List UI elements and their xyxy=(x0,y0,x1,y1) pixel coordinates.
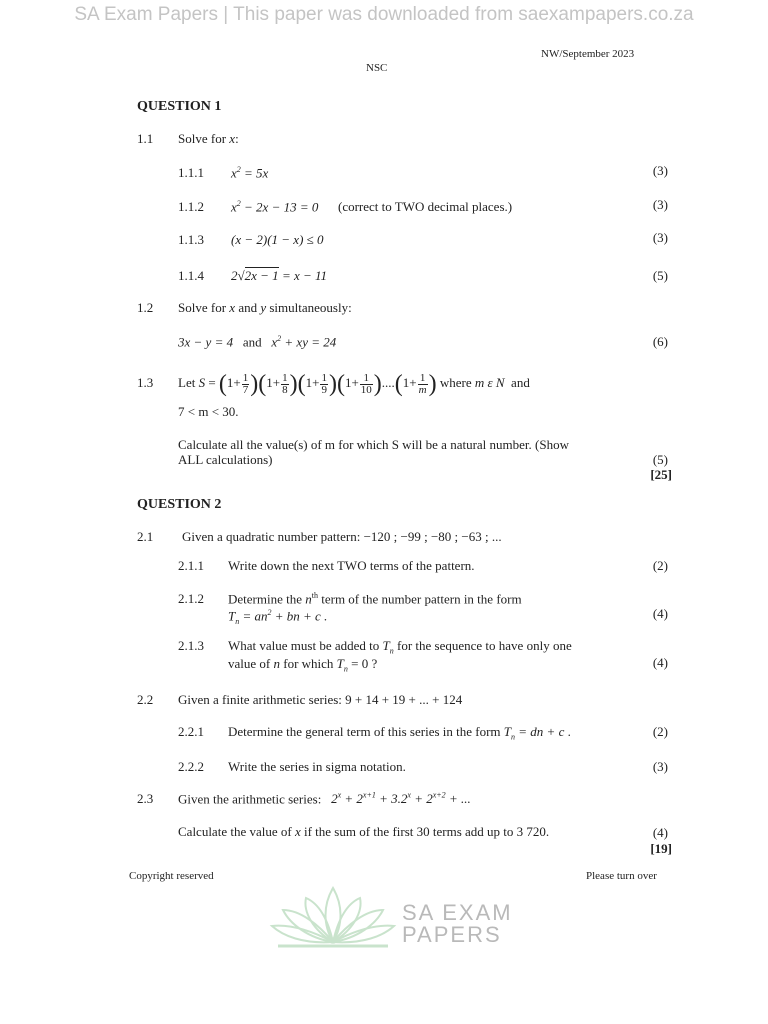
item-text-plain: Solve for xyxy=(178,131,230,146)
item-text xyxy=(228,638,572,656)
item-number: 1.1.4 xyxy=(178,268,204,283)
marks: (5) xyxy=(652,452,668,467)
fraction: $\frac{1}{8}$ xyxy=(282,371,288,396)
footer-turn-over: Please turn over xyxy=(586,870,657,882)
question-total: [25] xyxy=(650,467,672,482)
item-text-plain: Determine the xyxy=(228,591,306,607)
item-number: 2.2 xyxy=(137,692,154,707)
item-text: Determine the $n^{th}$ term of the number pattern in the form xyxy=(228,591,522,607)
variable-s: S xyxy=(198,375,206,390)
item-text-plain: simultaneously: xyxy=(266,300,352,315)
marks: (3) xyxy=(652,163,668,178)
watermark-line-2: PAPERS xyxy=(402,922,502,947)
fraction: $\frac{1}{10}$ xyxy=(360,371,372,396)
watermark-line-1: SA EXAM xyxy=(402,900,513,925)
item-number: 1.1 xyxy=(137,131,154,146)
item-text: ALL calculations) xyxy=(178,452,273,467)
marks: (3) xyxy=(652,759,668,774)
item-number: 1.2 xyxy=(137,300,154,315)
item-text xyxy=(228,724,571,742)
connector: and xyxy=(242,334,262,350)
item-text-math: x xyxy=(229,131,236,146)
fraction: $\frac{1}{7}$ xyxy=(242,371,249,396)
equation: 3x − y = 4 and $x^2$ + xy = 24 xyxy=(178,334,337,350)
item-text-plain: = 0 ? xyxy=(347,656,378,671)
item-text-math: x xyxy=(229,300,236,315)
item-number: 1.3 xyxy=(137,375,154,390)
marks: (2) xyxy=(652,558,668,573)
paren: ( xyxy=(218,371,227,398)
item-text-plain: term of the number pattern in the form xyxy=(317,591,522,607)
footer-copyright: Copyright reserved xyxy=(129,870,214,882)
paren: ( xyxy=(258,371,267,398)
item-text-plain: and xyxy=(235,300,261,315)
marks: (4) xyxy=(652,606,668,621)
equation: $x^2 - 2x - 13 = 0$ xyxy=(231,199,319,215)
marks: (3) xyxy=(652,197,668,212)
item-text: Write the series in sigma notation. xyxy=(228,759,406,774)
item-text-plain: if the sum of the first 30 terms add up to 3 720. xyxy=(300,824,550,839)
item-number: 2.1.1 xyxy=(178,558,204,573)
item-number: 2.3 xyxy=(137,791,154,806)
marks: (2) xyxy=(652,724,668,739)
constraint: 7 < m < 30. xyxy=(178,404,239,419)
item-number: 1.1.2 xyxy=(178,199,204,214)
item-text-plain: . xyxy=(564,724,571,739)
item-text: Calculate all the value(s) of m for which S will be a natural number. (Show xyxy=(178,437,569,452)
item-number: 2.2.1 xyxy=(178,724,204,739)
header-date: NW/September 2023 xyxy=(541,48,635,60)
item-number: 2.2.2 xyxy=(178,759,204,774)
item-number: 2.1.3 xyxy=(178,638,204,653)
item-text xyxy=(228,656,377,674)
item-text-math: $T_n$ = dn + c xyxy=(503,724,565,742)
equation: (x − 2)(1 − x) ≤ 0 xyxy=(231,232,324,247)
item-text-plain: value of xyxy=(228,656,274,671)
item-text xyxy=(178,824,549,840)
header-nsc: NSC xyxy=(366,62,388,74)
item-text-math: $T_n$ xyxy=(336,656,348,674)
item-text-plain: for which xyxy=(279,656,337,671)
marks: (4) xyxy=(652,825,668,840)
paren: ) xyxy=(373,371,382,398)
item-text xyxy=(178,791,471,807)
fraction: $\frac{1}{m}$ xyxy=(418,371,427,396)
item-text-math: $2^x + 2^{x+1} + 3.2^x + 2^{x+2}$ + ... xyxy=(331,791,471,807)
item-text xyxy=(178,300,352,316)
paren: ( xyxy=(336,371,345,398)
item-text-plain: : xyxy=(235,131,239,146)
item-text-plain: Determine the general term of this series in the form xyxy=(228,724,504,739)
paren: ( xyxy=(297,371,306,398)
item-text-plain: What value must be added to xyxy=(228,638,383,653)
item-number: 1.1.3 xyxy=(178,232,204,247)
fraction: $\frac{1}{9}$ xyxy=(321,371,327,396)
question-2-heading: QUESTION 2 xyxy=(137,497,222,512)
item-text-math: n xyxy=(273,656,280,671)
item-text: Write down the next TWO terms of the pattern. xyxy=(228,558,475,573)
lotus-logo-icon xyxy=(268,880,398,952)
item-text-math: n xyxy=(305,591,312,607)
question-1-heading: QUESTION 1 xyxy=(137,99,222,114)
marks: (5) xyxy=(652,268,668,283)
radicand: 2x − 1 xyxy=(244,268,279,283)
item-number: 2.1 xyxy=(137,529,154,544)
paren: ) xyxy=(428,371,437,398)
marks: (6) xyxy=(652,334,668,349)
marks: (3) xyxy=(652,230,668,245)
equation: $T_n = an^2$ + bn + c . xyxy=(228,608,328,626)
question-total: [19] xyxy=(650,841,672,856)
paren: ) xyxy=(250,371,259,398)
item-text-math: x xyxy=(294,824,301,839)
paren: ) xyxy=(289,371,298,398)
item-number: 2.1.2 xyxy=(178,591,204,606)
set-notation: m ε N xyxy=(474,375,505,390)
item-text-plain: Calculate the value of xyxy=(178,824,295,839)
paren: ) xyxy=(328,371,337,398)
item-text-plain: for the sequence to have only one xyxy=(393,638,572,653)
equation: $x^2 = 5x$ xyxy=(231,165,269,181)
item-text xyxy=(178,131,239,147)
paren: ( xyxy=(394,371,403,398)
item-text-plain: Solve for xyxy=(178,300,230,315)
item-text: Given a quadratic number pattern: −120 ; −99 ; −80 ; −63 ; ... xyxy=(182,529,502,544)
marks: (4) xyxy=(652,655,668,670)
download-banner: SA Exam Papers | This paper was downloaded from saexampapers.co.za xyxy=(74,4,694,25)
equation: 2√2x − 1 = x − 11 xyxy=(231,268,328,283)
item-text-plain: Given the arithmetic series: xyxy=(178,791,332,807)
item-number: 1.1.1 xyxy=(178,165,204,180)
item-text: Given a finite arithmetic series: 9 + 14 + 19 + ... + 124 xyxy=(178,692,463,707)
product-expression: Let S = (1+ $\frac{1}{7}$ )(1+ $\frac{1}{8}$ )(1+ $\frac{1}{9}$ )(1+ $\frac{1}{10}$ )....(1+ $\frac{1}{m}$ ) where m ε N and xyxy=(178,371,530,398)
item-text-math: y xyxy=(260,300,267,315)
item-text-math: $T_n$ xyxy=(382,638,394,656)
item-note: (correct to TWO decimal places.) xyxy=(338,199,513,214)
